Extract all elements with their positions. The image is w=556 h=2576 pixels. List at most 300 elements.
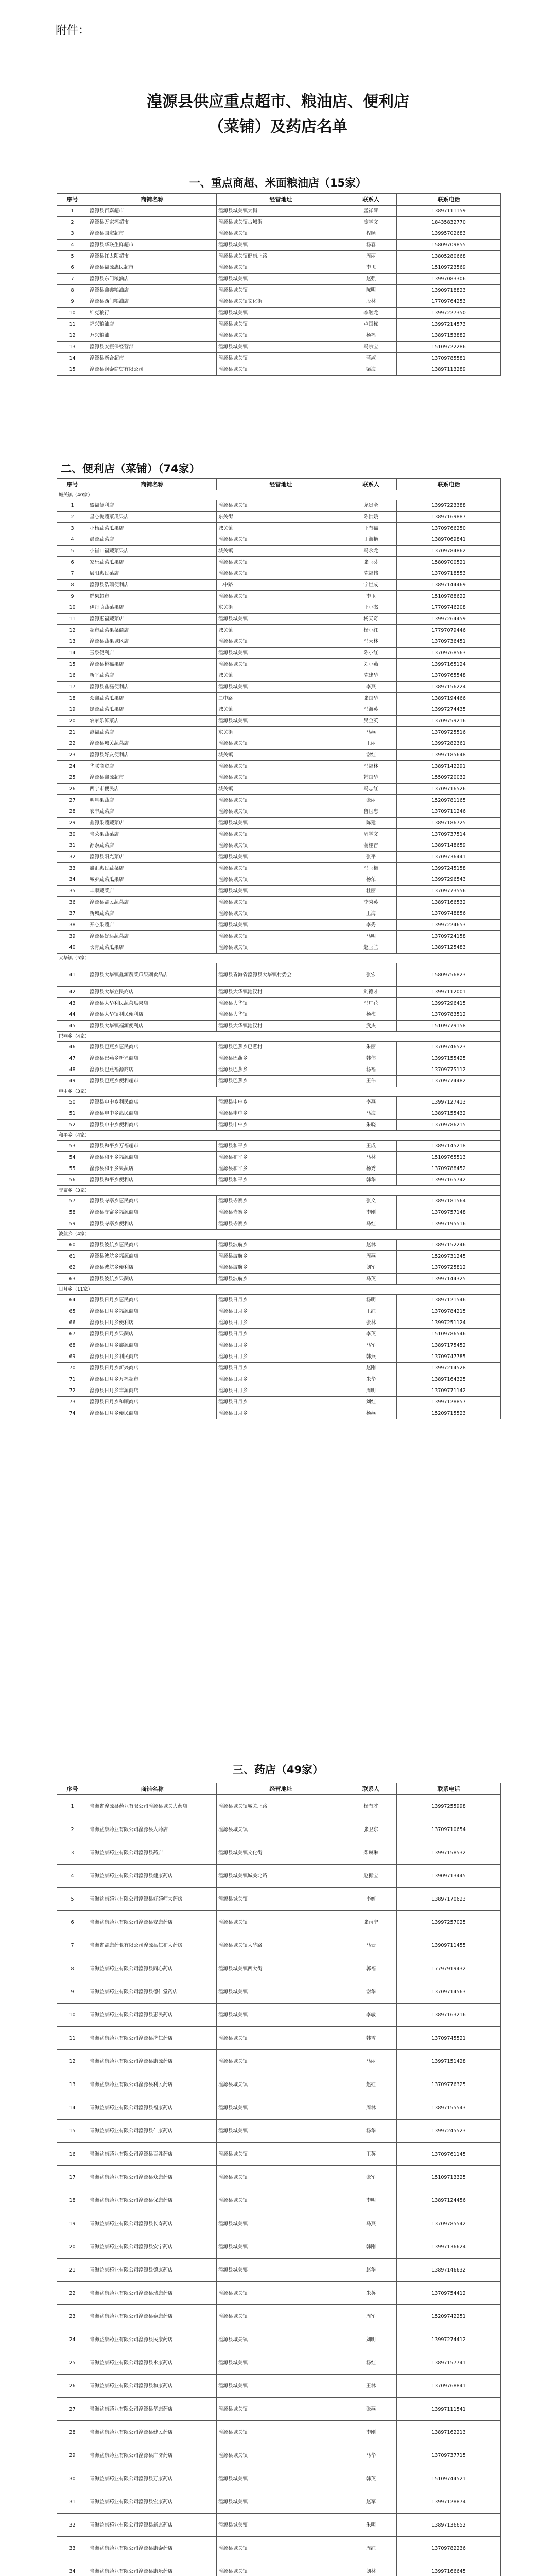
cell-shop-name: 湟源惠福蔬菜店: [88, 614, 217, 625]
cell-index: 19: [57, 2212, 88, 2235]
header-phone: 联系电话: [397, 479, 501, 490]
cell-contact: 丁淑艳: [345, 534, 397, 546]
cell-phone: 13997227350: [397, 308, 501, 319]
table-row: [57, 2259, 501, 2282]
cell-address: 湟源县寺寨乡: [217, 1218, 345, 1230]
cell-index: 12: [57, 330, 88, 342]
table-row: [57, 2120, 501, 2143]
cell-index: 69: [57, 1351, 88, 1363]
cell-contact: 王海: [345, 908, 397, 920]
cell-index: 20: [57, 716, 88, 727]
cell-shop-name: 鲜果超市: [88, 591, 217, 602]
cell-contact: 杨华: [345, 2120, 397, 2143]
cell-phone: 13709782236: [397, 2537, 501, 2560]
header-phone: 联系电话: [397, 194, 501, 206]
cell-index: 64: [57, 1295, 88, 1306]
cell-index: 61: [57, 1251, 88, 1262]
cell-index: 14: [57, 2096, 88, 2120]
cell-contact: 马宗宝: [345, 342, 397, 353]
cell-address: 湟源县城关镇: [217, 648, 345, 659]
cell-phone: 13709714563: [397, 1980, 501, 2004]
cell-index: 12: [57, 2050, 88, 2073]
cell-address: 湟源县青海省湟源县大华镇村委会: [217, 963, 345, 987]
cell-phone: 13997165124: [397, 659, 501, 670]
document-title-line-1: 湟源县供应重点超市、粮油店、便利店: [147, 93, 409, 111]
cell-shop-name: 湟源县城关蔬菜店: [88, 738, 217, 750]
table-row: [57, 2189, 501, 2212]
cell-index: 23: [57, 750, 88, 761]
cell-shop-name: 超市蔬菜果菜商店: [88, 625, 217, 636]
cell-index: 29: [57, 818, 88, 829]
cell-address: 湟源县巴燕乡巴燕村: [217, 1042, 345, 1053]
cell-phone: 13709748856: [397, 908, 501, 920]
cell-contact: 李敏: [345, 2004, 397, 2027]
cell-phone: 13897142291: [397, 761, 501, 772]
cell-address: 湟源县日月乡: [217, 1363, 345, 1374]
cell-shop-name: 城乡蔬菜瓜果店: [88, 874, 217, 886]
cell-index: 57: [57, 1196, 88, 1207]
cell-address: 二中路: [217, 580, 345, 591]
cell-phone: 13709759216: [397, 716, 501, 727]
cell-contact: 马燕: [345, 2212, 397, 2235]
cell-phone: 13897121546: [397, 1295, 501, 1306]
table-row: [57, 353, 501, 364]
cell-phone: 18435832770: [397, 217, 501, 228]
cell-contact: 马华: [345, 2444, 397, 2467]
cell-address: 湟源县城关镇: [217, 840, 345, 852]
cell-shop-name: 家乐蔬菜瓜果店: [88, 557, 217, 568]
table-row: [57, 2444, 501, 2467]
cell-shop-name: 湟源县大华利民蔬菜瓜果店: [88, 998, 217, 1009]
cell-shop-name: 长青蔬菜瓜果店: [88, 942, 217, 954]
cell-address: 湟源县日月乡: [217, 1317, 345, 1329]
cell-phone: 13897111159: [397, 206, 501, 217]
cell-address: 湟源县和平乡: [217, 1163, 345, 1175]
cell-phone: 13997224653: [397, 920, 501, 931]
cell-contact: 王有福: [345, 523, 397, 534]
cell-address: 湟源县城关镇: [217, 308, 345, 319]
cell-phone: 13709784862: [397, 546, 501, 557]
cell-contact: 刘明: [345, 2328, 397, 2351]
cell-shop-name: 湟源县鑫源超市: [88, 772, 217, 784]
cell-index: 8: [57, 285, 88, 296]
cell-index: 5: [57, 546, 88, 557]
cell-shop-name: 湟源县日月乡福源商店: [88, 1306, 217, 1317]
table-row: [57, 1175, 501, 1186]
table-row: [57, 2467, 501, 2490]
cell-contact: 杨小红: [345, 625, 397, 636]
cell-address: 湟源县城关镇: [217, 228, 345, 240]
cell-index: 35: [57, 886, 88, 897]
cell-shop-name: 湟源县大华镇福源便利店: [88, 1021, 217, 1032]
cell-shop-name: 湟源县鑫鑫粮油店: [88, 285, 217, 296]
table-row: [57, 1385, 501, 1397]
cell-index: 43: [57, 998, 88, 1009]
cell-address: 湟源县波航乡: [217, 1240, 345, 1251]
group-row: [57, 1186, 501, 1196]
cell-contact: 张宏: [345, 963, 397, 987]
cell-address: 湟源县城关镇: [217, 1888, 345, 1911]
cell-address: 湟源县城关镇: [217, 342, 345, 353]
cell-contact: 李玉: [345, 591, 397, 602]
cell-contact: 段林: [345, 296, 397, 308]
cell-shop-name: 绿源蔬菜瓜果店: [88, 704, 217, 716]
cell-contact: 韩刚: [345, 2235, 397, 2259]
cell-phone: 13997155425: [397, 1053, 501, 1064]
table-row: [57, 750, 501, 761]
cell-address: 城关镇: [217, 625, 345, 636]
section-3-heading: 三、药店（49家）: [232, 1764, 324, 1776]
table-row: [57, 2166, 501, 2189]
cell-index: 34: [57, 2560, 88, 2576]
cell-index: 47: [57, 1053, 88, 1064]
cell-shop-name: 青海益康药业有限公司湟源县福康药店: [88, 2096, 217, 2120]
cell-shop-name: 青海益康药业有限公司湟源县同心药店: [88, 1957, 217, 1980]
table-row: [57, 716, 501, 727]
table-row: [57, 648, 501, 659]
cell-index: 33: [57, 2537, 88, 2560]
cell-address: 湟源县城关镇: [217, 716, 345, 727]
cell-index: 10: [57, 308, 88, 319]
cell-contact: 王丽: [345, 738, 397, 750]
cell-phone: 15509720032: [397, 772, 501, 784]
cell-index: 34: [57, 874, 88, 886]
group-label: 和平乡（4家）: [57, 1131, 501, 1141]
cell-address: 湟源县城关镇: [217, 2560, 345, 2576]
cell-index: 39: [57, 931, 88, 942]
cell-phone: 13709725516: [397, 727, 501, 738]
cell-index: 45: [57, 1021, 88, 1032]
cell-phone: 13897186725: [397, 818, 501, 829]
cell-index: 44: [57, 1009, 88, 1021]
table-row: [57, 557, 501, 568]
table-row: [57, 659, 501, 670]
cell-shop-name: 湟源县福源惠民超市: [88, 262, 217, 274]
cell-address: 湟源县日月乡: [217, 1351, 345, 1363]
cell-shop-name: 湟源县好运蔬菜店: [88, 931, 217, 942]
cell-shop-name: 湟源县日月乡万福超市: [88, 1374, 217, 1385]
cell-shop-name: 农家乐鲜菜店: [88, 716, 217, 727]
table-row: [57, 1120, 501, 1131]
cell-address: 湟源县城关镇: [217, 614, 345, 625]
cell-address: 湟源县城关镇: [217, 886, 345, 897]
cell-contact: 刘军: [345, 1262, 397, 1274]
cell-shop-name: 湟源县日月乡利民商店: [88, 1351, 217, 1363]
cell-address: 湟源县城关镇: [217, 931, 345, 942]
cell-address: 湟源县城关镇健康北路: [217, 251, 345, 262]
cell-contact: 朱晓: [345, 1120, 397, 1131]
header-index: 序号: [57, 479, 88, 490]
cell-shop-name: 湟源县日月乡丰源商店: [88, 1385, 217, 1397]
table-row: [57, 1408, 501, 1419]
table-row: [57, 2490, 501, 2514]
cell-shop-name: 辰阳惠民菜店: [88, 568, 217, 580]
document-title-line-2: （菜铺）及药店名单: [208, 118, 348, 136]
cell-index: 51: [57, 1108, 88, 1120]
cell-address: 湟源县城关镇: [217, 829, 345, 840]
cell-address: 湟源县申中乡: [217, 1097, 345, 1108]
cell-address: 湟源县和平乡: [217, 1152, 345, 1163]
cell-contact: 朱英: [345, 2282, 397, 2305]
cell-shop-name: 湟源县日月乡果蔬店: [88, 1329, 217, 1340]
cell-contact: 马天林: [345, 636, 397, 648]
cell-shop-name: 青海益康药业有限公司湟源县广济药店: [88, 2444, 217, 2467]
cell-index: 6: [57, 1911, 88, 1934]
group-label: 巴燕乡（4家）: [57, 1032, 501, 1042]
table-row: [57, 251, 501, 262]
cell-address: 湟源县城关镇: [217, 2027, 345, 2050]
cell-index: 63: [57, 1274, 88, 1285]
cell-address: 湟源县城关镇: [217, 2305, 345, 2328]
cell-index: 36: [57, 897, 88, 908]
cell-shop-name: 青海益康药业有限公司湟源县新康药店: [88, 2514, 217, 2537]
group-row: [57, 1032, 501, 1042]
table-row: [57, 1262, 501, 1274]
table-row: [57, 693, 501, 704]
table-row: [57, 1317, 501, 1329]
cell-contact: 韩雪: [345, 2027, 397, 2050]
cell-address: 湟源县大华镇: [217, 998, 345, 1009]
cell-phone: 13997296543: [397, 874, 501, 886]
cell-shop-name: 惠福蔬菜店: [88, 727, 217, 738]
cell-shop-name: 玉泉便利店: [88, 648, 217, 659]
cell-contact: 杨红: [345, 2351, 397, 2375]
cell-phone: 17797079446: [397, 625, 501, 636]
cell-index: 42: [57, 987, 88, 998]
cell-phone: 13997214573: [397, 319, 501, 330]
group-row: [57, 1131, 501, 1141]
cell-shop-name: 开心果蔬店: [88, 920, 217, 931]
table-row: [57, 1397, 501, 1408]
cell-index: 46: [57, 1042, 88, 1053]
cell-index: 20: [57, 2235, 88, 2259]
cell-phone: 13709718553: [397, 568, 501, 580]
table-row: [57, 863, 501, 874]
cell-address: 湟源县日月乡: [217, 1397, 345, 1408]
cell-index: 49: [57, 1076, 88, 1087]
cell-phone: 17709746208: [397, 602, 501, 614]
cell-shop-name: 青海益康药业有限公司湟源县康源药店: [88, 2050, 217, 2073]
cell-index: 37: [57, 908, 88, 920]
table-row: [57, 1911, 501, 1934]
table-row: [57, 1306, 501, 1317]
convenience-store-rows: [57, 490, 501, 1419]
cell-contact: 蒲桂香: [345, 840, 397, 852]
table-row: [57, 1841, 501, 1865]
cell-address: 城关镇: [217, 670, 345, 682]
cell-contact: 孟祥琴: [345, 206, 397, 217]
cell-shop-name: 青海益康药业有限公司湟源县健民药店: [88, 2421, 217, 2444]
cell-address: 湟源县城关镇: [217, 2235, 345, 2259]
cell-index: 3: [57, 1841, 88, 1865]
table-row: [57, 2351, 501, 2375]
cell-index: 3: [57, 228, 88, 240]
cell-shop-name: 湟源县百嘉超市: [88, 206, 217, 217]
cell-contact: 马燕: [345, 727, 397, 738]
cell-address: 湟源县城关镇: [217, 274, 345, 285]
cell-address: 湟源县城关镇: [217, 557, 345, 568]
cell-phone: 17797919432: [397, 1957, 501, 1980]
table-row: [57, 1340, 501, 1351]
attachment-label: 附件：: [56, 24, 90, 37]
cell-index: 72: [57, 1385, 88, 1397]
cell-phone: 13997166645: [397, 2560, 501, 2576]
cell-contact: 谢华: [345, 1980, 397, 2004]
cell-contact: 马云: [345, 1934, 397, 1957]
cell-index: 32: [57, 2514, 88, 2537]
section-2-heading: 二、便利店（菜铺）（74家）: [61, 463, 200, 475]
cell-shop-name: 青海益康药业有限公司湟源县好药师大药房: [88, 1888, 217, 1911]
cell-shop-name: 湟源县万家福超市: [88, 217, 217, 228]
table-row: [57, 206, 501, 217]
table-row: [57, 1374, 501, 1385]
cell-index: 5: [57, 1888, 88, 1911]
cell-index: 22: [57, 2282, 88, 2305]
cell-phone: 13897144469: [397, 580, 501, 591]
cell-contact: 陈建: [345, 818, 397, 829]
cell-index: 26: [57, 2375, 88, 2398]
cell-phone: 13709746523: [397, 1042, 501, 1053]
cell-phone: 13997083306: [397, 274, 501, 285]
cell-phone: 13997136624: [397, 2235, 501, 2259]
table-row: [57, 1251, 501, 1262]
cell-phone: 13897156224: [397, 682, 501, 693]
cell-phone: 17709764253: [397, 296, 501, 308]
cell-index: 18: [57, 693, 88, 704]
cell-contact: 刘德才: [345, 987, 397, 998]
cell-phone: 15209715523: [397, 1408, 501, 1419]
cell-phone: 13909713445: [397, 1865, 501, 1888]
group-label: 寺寨乡（3家）: [57, 1186, 501, 1196]
table-row: [57, 1274, 501, 1285]
cell-index: 23: [57, 2305, 88, 2328]
cell-address: 湟源县城关镇: [217, 659, 345, 670]
table-row: [57, 625, 501, 636]
cell-contact: 周军: [345, 2305, 397, 2328]
cell-shop-name: 湟源县西门粮油店: [88, 296, 217, 308]
cell-contact: 卢国栋: [345, 319, 397, 330]
cell-shop-name: 青海益康药业有限公司湟源县仁康药店: [88, 2120, 217, 2143]
cell-shop-name: 湟源县华联生鲜超市: [88, 240, 217, 251]
cell-phone: 13997127413: [397, 1097, 501, 1108]
cell-address: 湟源县城关镇: [217, 2004, 345, 2027]
cell-address: 城关镇: [217, 750, 345, 761]
cell-index: 27: [57, 2398, 88, 2421]
cell-phone: 13709745521: [397, 2027, 501, 2050]
cell-contact: 韩伟: [345, 1053, 397, 1064]
cell-index: 6: [57, 557, 88, 568]
cell-phone: 13897145218: [397, 1141, 501, 1152]
group-row: [57, 954, 501, 963]
cell-index: 25: [57, 772, 88, 784]
cell-phone: 13709725812: [397, 1262, 501, 1274]
table-row: [57, 1351, 501, 1363]
cell-index: 53: [57, 1141, 88, 1152]
header-contact: 联系人: [345, 1783, 397, 1795]
table-row: [57, 2004, 501, 2027]
cell-phone: 15209742251: [397, 2305, 501, 2328]
table-row: [57, 840, 501, 852]
cell-phone: 13997296415: [397, 998, 501, 1009]
table-row: [57, 364, 501, 376]
cell-contact: 马志红: [345, 784, 397, 795]
table-row: [57, 1207, 501, 1218]
cell-contact: 杨福: [345, 1064, 397, 1076]
cell-shop-name: 伊丹萌蔬菜果店: [88, 602, 217, 614]
cell-shop-name: 小杨蔬菜瓜果店: [88, 523, 217, 534]
cell-address: 湟源县日月乡: [217, 1374, 345, 1385]
table-row: [57, 534, 501, 546]
cell-contact: 刘小燕: [345, 659, 397, 670]
cell-phone: 15209781165: [397, 795, 501, 806]
cell-address: 湟源县大华镇池汉村: [217, 987, 345, 998]
cell-shop-name: 湟源县鑫磊便利店: [88, 682, 217, 693]
table-row: [57, 1009, 501, 1021]
cell-address: 湟源县城关镇: [217, 2282, 345, 2305]
cell-shop-name: 青海益康药业有限公司湟源县大药店: [88, 1818, 217, 1841]
cell-address: 湟源县城关镇: [217, 534, 345, 546]
table-row: [57, 500, 501, 512]
cell-shop-name: 湟源县巴燕乡新兴商店: [88, 1053, 217, 1064]
cell-contact: 赵玉兰: [345, 942, 397, 954]
cell-contact: 李秀: [345, 920, 397, 931]
cell-contact: 杨明: [345, 1295, 397, 1306]
cell-contact: 龙贵全: [345, 500, 397, 512]
cell-address: 湟源县城关镇: [217, 761, 345, 772]
table-row: [57, 2282, 501, 2305]
cell-address: 湟源县城关镇: [217, 738, 345, 750]
cell-shop-name: 湟源县和平乡果蔬店: [88, 1163, 217, 1175]
cell-address: 湟源县城关镇: [217, 2096, 345, 2120]
cell-shop-name: 湟源县日月乡和顺商店: [88, 1397, 217, 1408]
cell-contact: 吴金英: [345, 716, 397, 727]
cell-address: 二中路: [217, 693, 345, 704]
cell-index: 1: [57, 1795, 88, 1818]
cell-contact: 王林: [345, 2375, 397, 2398]
cell-phone: 15109765513: [397, 1152, 501, 1163]
cell-contact: 韩英: [345, 2467, 397, 2490]
cell-phone: 13997214528: [397, 1363, 501, 1374]
cell-contact: 陈小红: [345, 648, 397, 659]
cell-index: 67: [57, 1329, 88, 1340]
header-address: 经营地址: [217, 1783, 345, 1795]
cell-phone: 13709768563: [397, 648, 501, 659]
table-row: [57, 2560, 501, 2576]
table-row: [57, 512, 501, 523]
cell-shop-name: 青海益康药业有限公司湟源县康乐药店: [88, 2560, 217, 2576]
cell-phone: 15809709855: [397, 240, 501, 251]
cell-address: 湟源县巴燕乡: [217, 1076, 345, 1087]
cell-contact: 张文: [345, 1196, 397, 1207]
cell-contact: 杨有才: [345, 1795, 397, 1818]
cell-address: 湟源县城关镇城关北路: [217, 1795, 345, 1818]
cell-shop-name: 源泰蔬菜店: [88, 840, 217, 852]
cell-index: 7: [57, 1934, 88, 1957]
cell-phone: 13709736451: [397, 636, 501, 648]
cell-shop-name: 青海益康药业有限公司湟源县民康药店: [88, 2328, 217, 2351]
cell-address: 湟源县和平乡: [217, 1141, 345, 1152]
cell-address: 湟源县波航乡: [217, 1274, 345, 1285]
cell-address: 湟源县日月乡: [217, 1329, 345, 1340]
cell-index: 30: [57, 2467, 88, 2490]
cell-shop-name: 青荣果蔬菜店: [88, 829, 217, 840]
table-row: [57, 636, 501, 648]
cell-index: 10: [57, 2004, 88, 2027]
cell-contact: 刘林: [345, 2560, 397, 2576]
table-row: [57, 2421, 501, 2444]
cell-shop-name: 青海益康药业有限公司湟源县济仁药店: [88, 2027, 217, 2050]
table-row: [57, 217, 501, 228]
